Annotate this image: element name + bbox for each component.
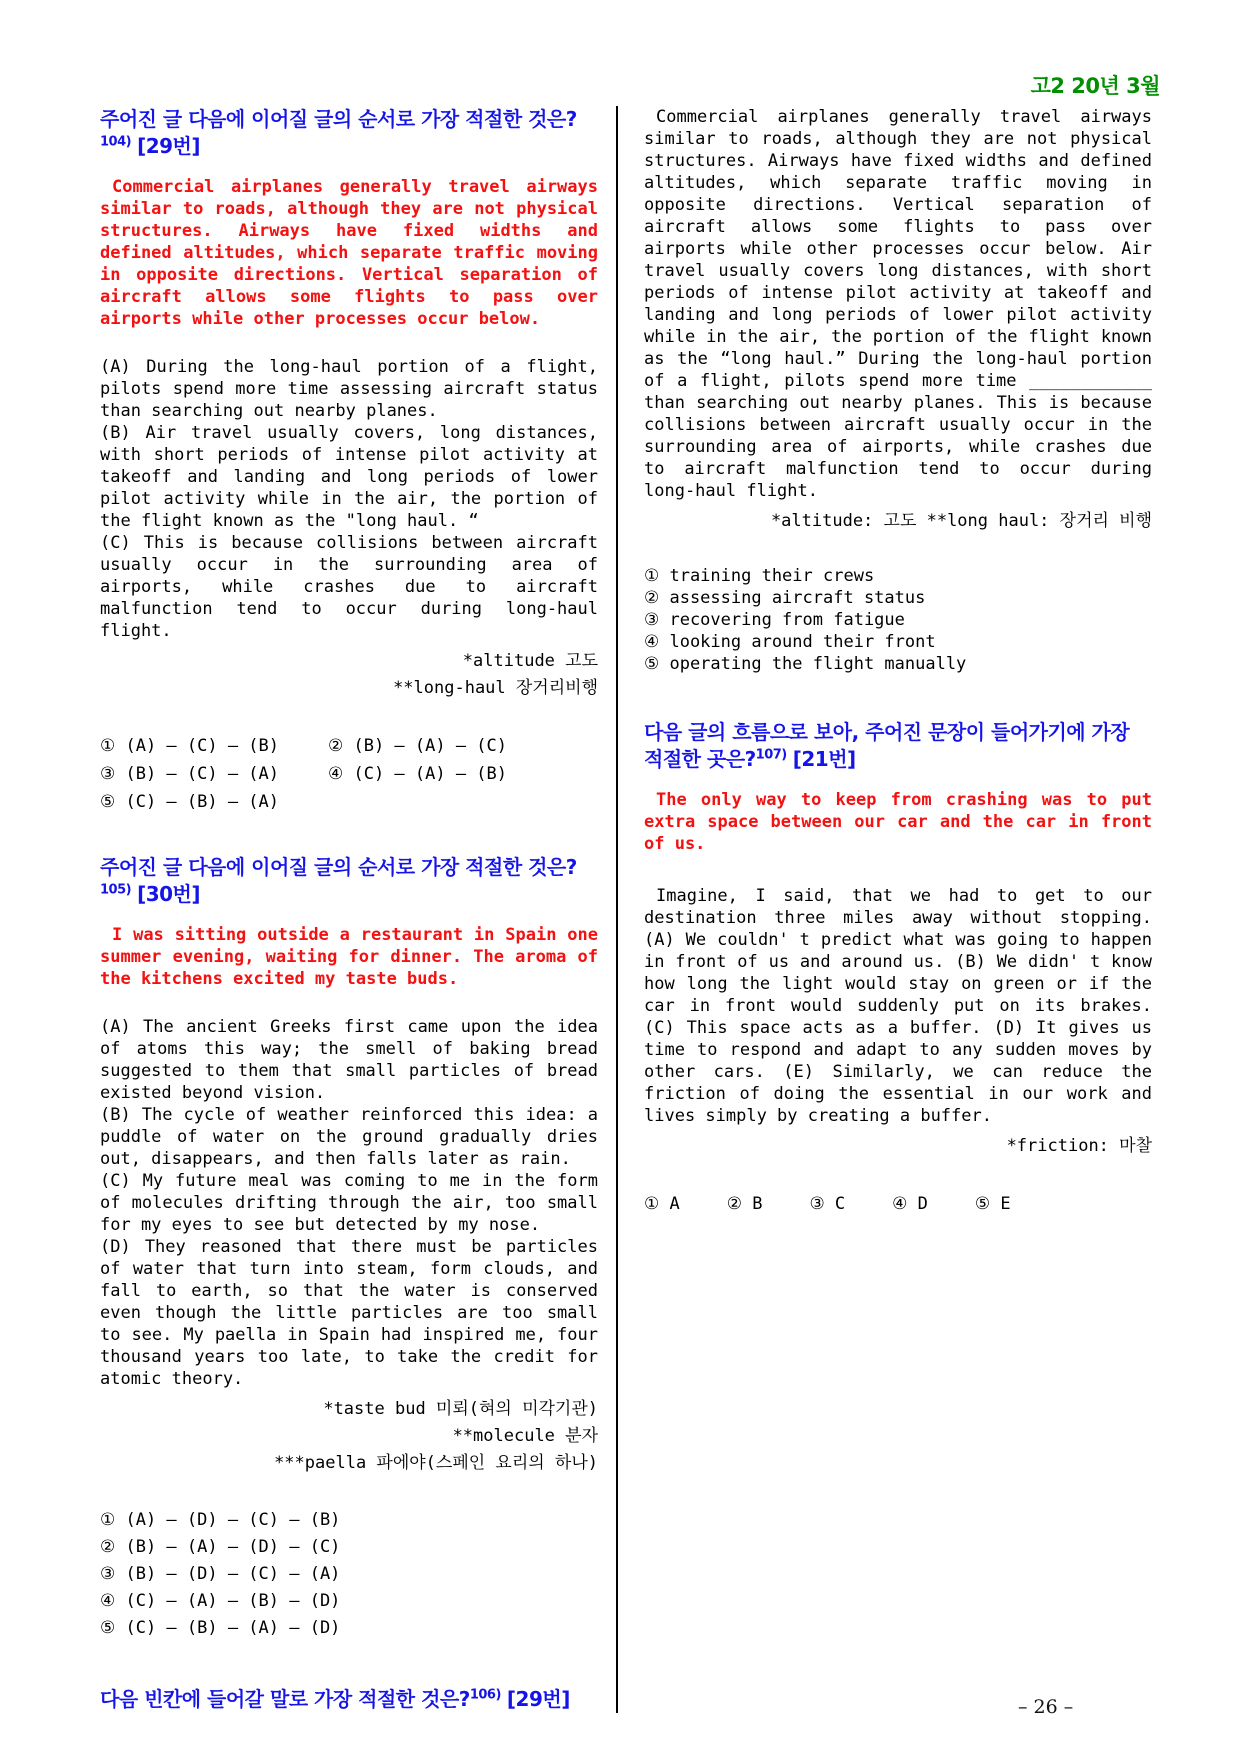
choice-option: ③ recovering from fatigue xyxy=(644,610,905,630)
paragraph-B: (B) The cycle of weather reinforced this idea: a puddle of water on the ground gradually dries out, disappears, and then falls later as rain. xyxy=(100,1105,598,1169)
choice-option: ⑤ (C) – (B) – (A) – (D) xyxy=(100,1618,341,1638)
footnote: *altitude 고도 xyxy=(462,651,598,671)
footnote-ref: 104) xyxy=(100,134,132,150)
question-107 xyxy=(644,719,1152,1214)
given-passage-box: Commercial airplanes generally travel airways similar to roads, although they are not physical structures. Airways have fixed widths and defined altitudes, which separate traffic moving in opposite directions. Vertical separation of aircraft allows some flights to pass over airports while other processes occur below. xyxy=(100,177,598,329)
paragraph-A: (A) During the long-haul portion of a flight, pilots spend more time assessing aircraft status than searching out nearby planes. xyxy=(100,357,598,421)
choice-option: ① A xyxy=(644,1194,680,1214)
column-divider xyxy=(616,106,618,1713)
choice-option: ② assessing aircraft status xyxy=(644,588,926,608)
choice-option: ② B xyxy=(726,1194,763,1214)
answer-choices xyxy=(100,732,598,816)
question-number-tag: [30번] xyxy=(137,882,201,906)
question-title-text: 다음 빈칸에 들어갈 말로 가장 적절한 것은? xyxy=(100,1687,470,1711)
left-column xyxy=(100,106,598,1713)
question-title-text: 주어진 글 다음에 이어질 글의 순서로 가장 적절한 것은? xyxy=(100,855,577,879)
choice-option: ② (B) – (A) – (C) xyxy=(328,736,507,756)
footnote: **molecule 분자 xyxy=(452,1426,598,1446)
footnote: *taste bud 미뢰(혀의 미각기관) xyxy=(323,1399,598,1419)
choice-option: ⑤ operating the flight manually xyxy=(644,654,967,674)
cloze-passage xyxy=(644,106,1152,502)
paragraph-A: (A) The ancient Greeks first came upon the idea of atoms this way; the smell of baking bread suggested to them that small particles of bread existed beyond vision. xyxy=(100,1017,598,1103)
given-sentence-box: The only way to keep from crashing was to put extra space between our car and the car in front of us. xyxy=(644,790,1152,854)
footnote-ref: 107) xyxy=(755,747,787,763)
insertion-passage xyxy=(644,885,1152,1127)
choice-option: ④ looking around their front xyxy=(644,632,936,652)
choice-option: ⑤ E xyxy=(974,1194,1011,1214)
paragraph-C: (C) My future meal was coming to me in the form of molecules drifting through the air, too small for my eyes to see but detected by my nose. xyxy=(100,1171,598,1235)
paragraph-C: (C) This is because collisions between aircraft usually occur in the surrounding area of airports, while crashes due to aircraft malfunction tend to occur during long-haul flight. xyxy=(100,533,598,641)
choice-option: ④ (C) – (A) – (B) xyxy=(328,764,507,784)
question-104 xyxy=(100,106,598,816)
footnote: *altitude: 고도 **long haul: 장거리 비행 xyxy=(770,511,1152,531)
ordering-paragraphs xyxy=(100,356,598,642)
choice-option: ④ D xyxy=(892,1194,928,1214)
question-title xyxy=(644,719,1152,773)
passage-before-blank: Commercial airplanes generally travel airways similar to roads, although they are not physical structures. Airways have fixed widths and defined altitudes, which separate traffic moving in opposite directions. Vertical separation of aircraft allows some flights to pass over airports while other processes occur below. Air travel usually covers long distances, with short periods of intense pilot activity at takeoff and landing and long periods of lower pilot activity while in the air, the portion of the flight known as the “long haul.” During the long-haul portion of a flight, pilots spend more time xyxy=(644,107,1152,391)
passage-text: Imagine, I said, that we had to get to our destination three miles away without stopping. (A) We couldn' t predict what was going to happen in front of us and around us. (B) We didn' t know how long the light would stay on green or if the car in front would suddenly put on its brakes. (C) This space acts as a buffer. (D) It gives us time to respond and adapt to any sudden moves by other cars. (E) Similarly, we can reduce the friction of doing the essential in our work and lives simply by creating a buffer. xyxy=(644,886,1152,1126)
two-column-layout xyxy=(100,106,1152,1713)
footnotes xyxy=(644,1133,1152,1160)
passage-after-blank: than searching out nearby planes. This is because collisions between aircraft usually occur in the surrounding area of airports, while crashes due to aircraft malfunction tend to occur during long-haul flight. xyxy=(644,393,1152,501)
question-title xyxy=(100,106,598,160)
page-header xyxy=(0,70,1160,100)
question-title xyxy=(100,854,598,908)
choice-option: ③ (B) – (C) – (A) xyxy=(100,764,279,784)
question-number-tag: [29번] xyxy=(137,134,201,158)
question-title-text: 다음 글의 흐름으로 보아, 주어진 문장이 들어가기에 가장 적절한 곳은? xyxy=(644,720,1130,771)
answer-choices xyxy=(100,1507,598,1642)
footnote-ref: 106) xyxy=(469,1687,501,1703)
choice-option: ② (B) – (A) – (D) – (C) xyxy=(100,1537,341,1557)
question-105 xyxy=(100,854,598,1642)
question-106-heading xyxy=(100,1686,598,1713)
question-number-tag: [21번] xyxy=(792,747,856,771)
footnotes xyxy=(644,508,1152,535)
answer-choices xyxy=(644,1194,1152,1214)
choice-option: ④ (C) – (A) – (B) – (D) xyxy=(100,1591,341,1611)
blank-underline: ____________ xyxy=(1029,371,1152,391)
footnote: *friction: 마찰 xyxy=(1006,1136,1152,1156)
exam-label: 고2 20년 3월 xyxy=(1030,74,1160,98)
question-106-body xyxy=(644,106,1152,675)
given-passage-box: I was sitting outside a restaurant in Spain one summer evening, waiting for dinner. The aroma of the kitchens excited my taste buds. xyxy=(100,925,598,989)
choice-option: ⑤ (C) – (B) – (A) xyxy=(100,792,279,812)
footnotes xyxy=(100,648,598,702)
choice-option: ① training their crews xyxy=(644,566,875,586)
footnote: **long-haul 장거리비행 xyxy=(393,678,598,698)
question-title-text: 주어진 글 다음에 이어질 글의 순서로 가장 적절한 것은? xyxy=(100,107,577,131)
page-number: – 26 – xyxy=(1018,1696,1074,1718)
question-number-tag: [29번] xyxy=(506,1687,570,1711)
footnote-ref: 105) xyxy=(100,882,132,898)
ordering-paragraphs xyxy=(100,1016,598,1390)
choice-option: ① (A) – (D) – (C) – (B) xyxy=(100,1510,341,1530)
question-title xyxy=(100,1686,598,1713)
choice-option: ① (A) – (C) – (B) xyxy=(100,736,279,756)
choice-option: ③ (B) – (D) – (C) – (A) xyxy=(100,1564,341,1584)
answer-choices xyxy=(644,565,1152,675)
choice-option: ③ C xyxy=(809,1194,846,1214)
right-column xyxy=(644,106,1152,1713)
footnotes xyxy=(100,1396,598,1477)
footnote: ***paella 파에야(스페인 요리의 하나) xyxy=(274,1453,598,1473)
cloze-paragraph xyxy=(644,106,1152,502)
paragraph-D: (D) They reasoned that there must be particles of water that turn into steam, form clouds, and fall to earth, so that the water is conserved even though the little particles are too small to see. My paella in Spain had inspired me, four thousand years too late, to take the credit for atomic theory. xyxy=(100,1237,598,1389)
paragraph-B: (B) Air travel usually covers, long distances, with short periods of intense pilot activity at takeoff and landing and long periods of lower pilot activity while in the air, the portion of the flight known as the "long haul. “ xyxy=(100,423,598,531)
